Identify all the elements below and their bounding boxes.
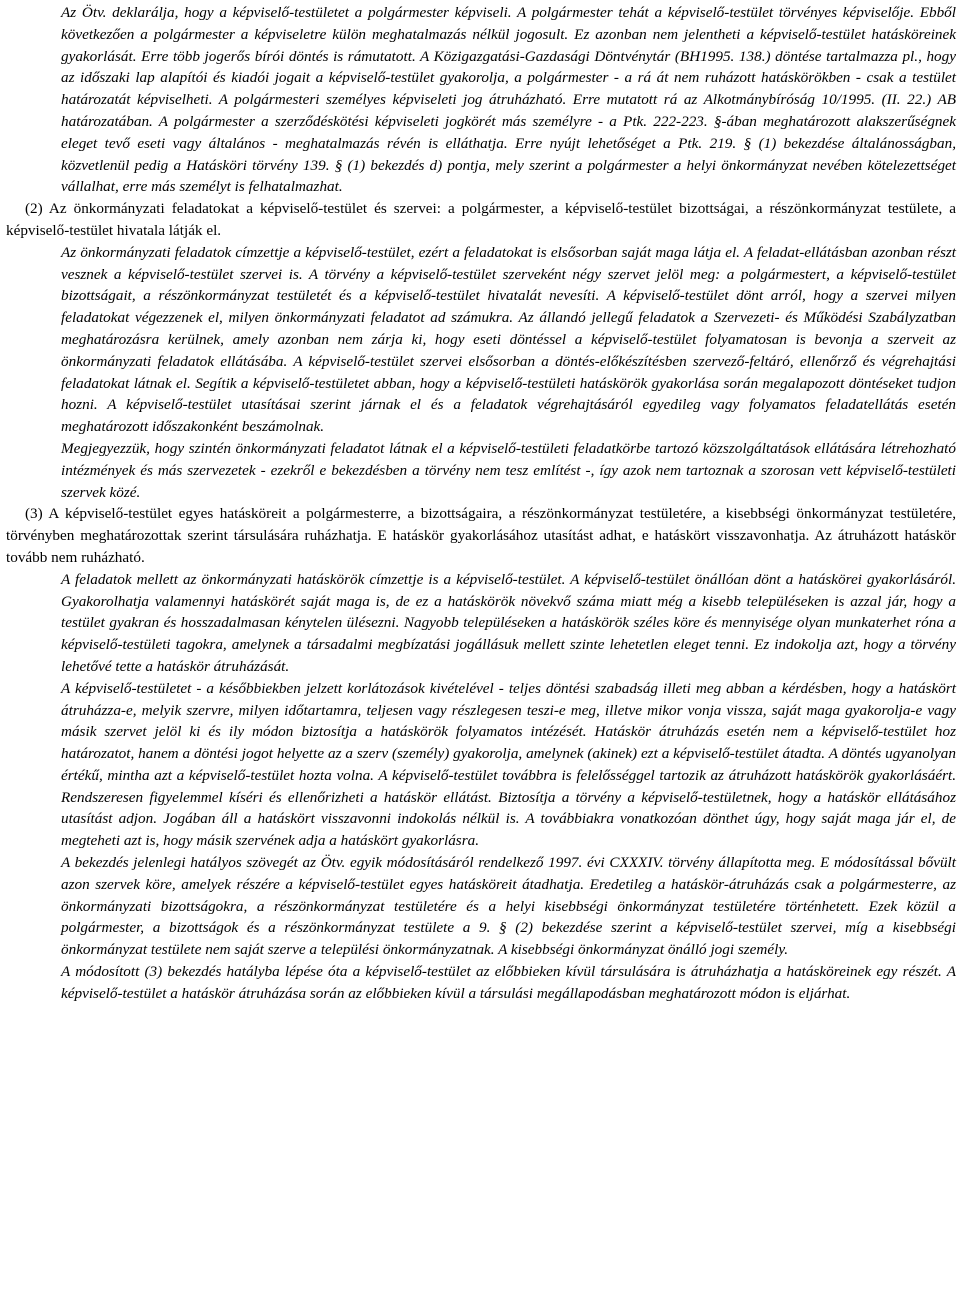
paragraph-association-delegation: A módosított (3) bekezdés hatályba lépése óta a képviselő-testület az előbbieken kívül társulására is átruházhatja a hatásköreinek egy részét. A képviselő-testület a hatáskör átruházása során az előbbieken kívül a társulási megállapodásban meghatározott módon is eljárhat. [61, 963, 956, 1002]
paragraph-section-3-statute: (3) A képviselő-testület egyes hatásköreit a polgármesterre, a bizottságaira, a részönkormányzat testületére, a kisebbségi önkormányzat testületére, törvényben meghatározottak szerint társulására ruházhatja. E hatáskör gyakorlásához utasítást adhat, e hatáskört visszavonhatja. Az átruházott hatáskör tovább nem ruházható. [6, 505, 956, 566]
paragraph-council-bodies-commentary: Az önkormányzati feladatok címzettje a képviselő-testület, ezért a feladatokat is elsősorban saját maga látja el. A feladat-ellátásban azonban részt vesznek a képviselő-testület szervei is. A törvény a képviselő-testület szerveként négy szervet jelöl meg: a polgármestert, a képviselő-testület bizottságait, a részönkormányzat testületét és a képviselő-testület hivatalát nevesíti. A képviselő-testület dönt arról, hogy a szervei milyen feladatokat végezzenek el, milyen önkormányzati feladatot ad számukra. Az állandó jellegű feladatok a Szervezeti- és Működési Szabályzatban meghatározásra kerülnek, amely azonban nem zárja ki, hogy eseti döntéssel a képviselő-testület folyamatosan is bevonja a szerveit az önkormányzati feladatok ellátásába. A képviselő-testület szervei elsősorban a döntés-előkészítésben szervező-feltáró, ellenőrző és végrehajtási feladatokat látnak el. Segítik a képviselő-testületet abban, hogy a képviselő-testületi hatáskörök gyakorlása során megalapozott döntéseket tudjon hozni. A képviselő-testület utasításai szerint járnak el és a feladatok végrehajtásáról egyedileg vagy folyamatos feladatellátás esetén meghatározott időszakonként beszámolnak. [61, 243, 956, 436]
paragraph-delegation-freedom: A képviselő-testületet - a későbbiekben jelzett korlátozások kivételével - teljes döntési szabadság illeti meg abban a kérdésben, hogy a hatáskört átruházza-e, melyik szervre, milyen időtartamra, teljesen vagy részlegesen teszi-e meg, illetve mikor vonja vissza, saját maga gyakorolja-e vagy másik szervet jelöl ki és ily módon biztosítja a hatáskörök folyamatos intézését. Hatáskör átruházás esetén nem a képviselő-testület hoz határozatot, hanem a döntési jogot helyette az a szerv (személy) gyakorolja, amelynek (akinek) ezt a képviselő-testület átadta. A döntés ugyanolyan értékű, mintha azt a képviselő-testület hozta volna. A képviselő-testület továbbra is felelősséggel tartozik az átruházott hatáskörök gyakorlásáért. Rendszeresen figyelemmel kíséri és ellenőrizheti a hatáskör ellátást. Biztosítja a törvény a képviselő-testületnek, hogy a hatáskör ellátásához utasítást adjon. Jogában áll a hatáskört visszavonni indokolás nélkül is. A továbbiakra vonatkozóan dönthet úgy, hogy saját maga jár el, de megteheti azt is, hogy másik szervének adja a hatáskört gyakorlásra. [61, 679, 956, 850]
paragraph-representation-of-council: Az Ötv. deklarálja, hogy a képviselő-testületet a polgármester képviseli. A polgármester tehát a képviselő-testület törvényes képviselője. Ebből következően a polgármester a képviseletre külön meghatalmazás nélkül jogosult. Ez azonban nem jelentheti a képviselő-testület hatásköreinek gyakorlását. Erre több jogerős bírói döntés is rámutatott. A Közigazgatási-Gazdasági Döntvénytár (BH1995. 138.) döntése tartalmazza pl., hogy az időszaki lap alapítói és kiadói jogait a képviselő-testület gyakorolja, a polgármester - a rá át nem ruházott hatáskörökben - csak a testület határozatát képviselheti. A polgármesteri személyes képviseleti jog átruházható. Erre mutatott rá az Alkotmánybíróság 10/1995. (II. 22.) AB határozatában. A polgármester a szerződéskötési képviseleti jogkörét más személyre - a Ptk. 222-223. §-ában meghatározott alakszerűségnek eleget tevő eseti vagy általános - meghatalmazás révén is elláthatja. Erre nyújt lehetőséget a Ptk. 219. § (1) bekezdése általánosságban, közvetlenül pedig a Hatásköri törvény 139. § (1) bekezdés d) pontja, mely szerint a polgármester a helyi önkormányzat nevében kötelezettséget vállalhat, erre más személyt is felhatalmazhat. [61, 4, 956, 196]
paragraph-powers-commentary: A feladatok mellett az önkormányzati hatáskörök címzettje is a képviselő-testület. A képviselő-testület önállóan dönt a hatáskörei gyakorlásáról. Gyakorolhatja valamennyi hatáskörét saját maga is, de ez a hatáskörök növekvő száma miatt még a kisebb településeken is azzal jár, hogy a testület gyakran és hosszadalmasan kénytelen ülésezni. Nagyobb településeken a hatáskörök széles köre és mennyisége olyan munkaterhet róna a képviselő-testületi tagokra, amelynek a társadalmi megbízatási jogállásuk mellett szinte lehetetlen eleget tenni. Ez indokolja azt, hogy a törvény lehetővé tette a hatáskör átruházását. [61, 570, 956, 675]
paragraph-institutions-note: Megjegyezzük, hogy szintén önkormányzati feladatot látnak el a képviselő-testületi feladatkörbe tartozó közszolgáltatások ellátására létrehozható intézmények és más szervezetek - ezekről e bekezdésben a törvény nem tesz említést -, így azok nem tartoznak a szorosan vett képviselő-testületi szervek közé. [61, 439, 956, 501]
paragraph-section-2-statute: (2) Az önkormányzati feladatokat a képviselő-testület és szervei: a polgármester, a képviselő-testület bizottságai, a részönkormányzat testülete, a képviselő-testület hivatala látják el. [6, 200, 956, 239]
paragraph-amendment-history: A bekezdés jelenlegi hatályos szövegét az Ötv. egyik módosításáról rendelkező 1997. évi CXXXIV. törvény állapította meg. E módosítással bővült azon szervek köre, amelyek részére a képviselő-testület egyes hatásköreit átadhatja. Eredetileg a hatáskör-átruházás csak a polgármesterre, az önkormányzati bizottságokra, a részönkormányzat testületére és a helyi kisebbségi önkormányzat testületére történhetett. Ezek közül a polgármester, a bizottságok és a részönkormányzat testülete a 9. § (2) bekezdése szerint a képviselő-testület szervei, míg a kisebbségi önkormányzat testülete nem saját szerve a települési önkormányzatnak. A kisebbségi önkormányzat önálló jogi személy. [61, 854, 956, 959]
